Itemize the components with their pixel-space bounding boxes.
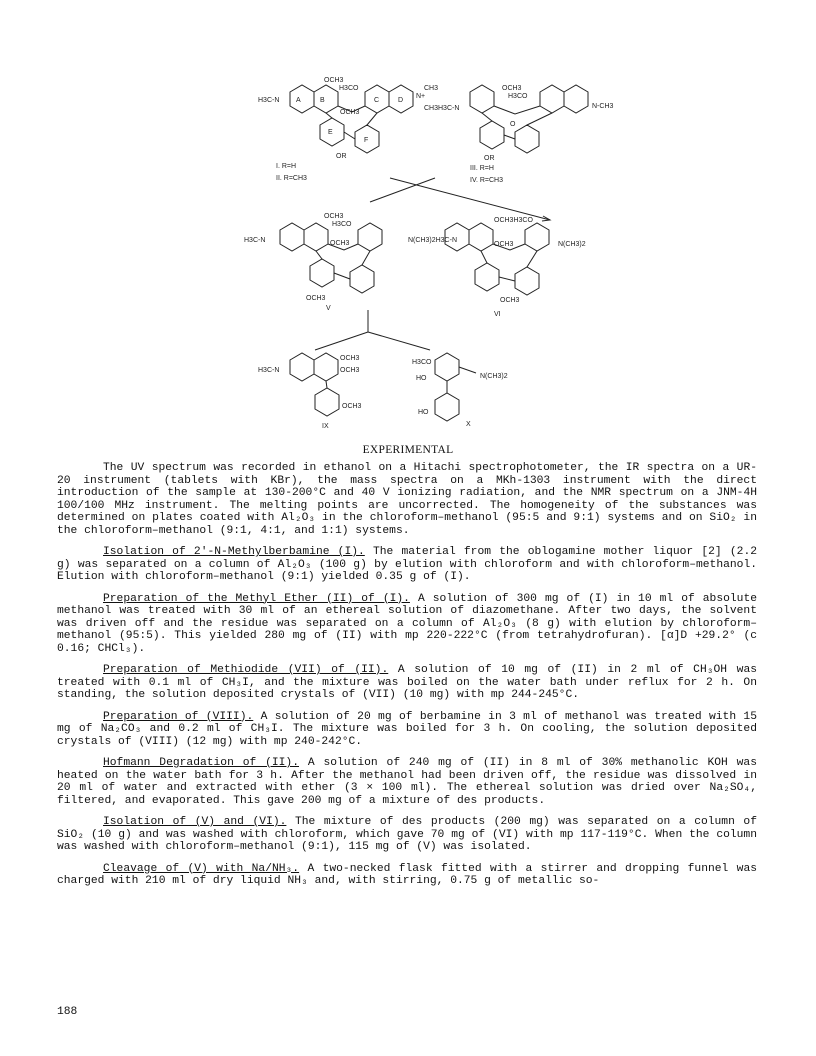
paragraph-title: Preparation of (VIII).	[103, 710, 254, 723]
label-och3-8: OCH3	[500, 297, 520, 304]
label-h3cn-2: H3C-N	[438, 105, 460, 112]
compound-v: V	[326, 305, 331, 312]
label-ch3-2: CH3	[424, 105, 439, 112]
compound-ii: II. R=CH3	[276, 175, 307, 182]
paragraph	[57, 816, 757, 854]
compound-iv: IV. R=CH3	[470, 177, 504, 184]
label-och3-6: OCH3	[306, 295, 326, 302]
label-ch3-1: CH3	[424, 85, 439, 92]
paragraph-text: A solution of 20 mg of berbamine in 3 ml of methanol was treated with 15 mg of Na₂CO₃ and 0.2 ml of CH₃I. The mixture was boiled for 3 h. On cooling, the solution deposited crystals of (VIII) (12 mg) with mp 240-242°C.	[57, 710, 757, 748]
label-och3-3: OCH3	[502, 85, 522, 92]
label-h3cn-1: H3C-N	[258, 97, 280, 104]
paragraph-title: Isolation of (V) and (VI).	[103, 816, 287, 828]
label-h3co-4: H3CO	[412, 359, 432, 366]
compound-iii: III. R=H	[470, 165, 494, 172]
label-och3-2: OCH3	[340, 109, 360, 116]
label-h3cn-4: H3C-N	[258, 367, 280, 374]
compound-x: X	[466, 421, 471, 428]
label-ring-f: F	[364, 137, 369, 144]
label-ring-b: B	[320, 97, 325, 104]
reaction-scheme-svg	[240, 70, 770, 440]
label-nme2-1: N(CH3)2	[558, 241, 586, 248]
label-nme2-2: N(CH3)2	[480, 373, 508, 380]
label-h3co-2: H3CO	[508, 93, 528, 100]
label-och3-5: OCH3	[330, 240, 350, 247]
compound-i: I. R=H	[276, 163, 297, 170]
label-ring-e: E	[328, 129, 333, 136]
paragraph	[57, 546, 757, 584]
label-och3-4: OCH3	[324, 213, 344, 220]
paragraph-title: Isolation of 2'-N-Methylberbamine (I).	[103, 546, 365, 558]
label-och3-11: OCH3	[342, 403, 362, 410]
label-och3-7: OCH3	[494, 241, 514, 248]
label-or-1: OR	[336, 153, 347, 160]
label-o-1: O	[510, 121, 516, 128]
label-h3co-3: H3CO	[332, 221, 352, 228]
paragraph-text: A solution of 240 mg of (II) in 8 ml of 30% methanolic KOH was heated on the water bath for 3 h. After the methanol had been driven off, the residue was dissolved in 20 ml of water and extracted with ether (3 × 100 ml). The ethereal solution was dried over Na₂SO₄, filtered, and evaporated. This gave 200 mg of a mixture of des products.	[57, 757, 757, 807]
label-or-2: OR	[484, 155, 495, 162]
paragraph-text: The material from the oblogamine mother liquor [2] (2.2 g) was separated on a column of Al₂O₃ (100 g) by elution with chloroform and with chloroform–methanol. Elution with chloroform–methanol (9:1) yielded 0.35 g of (I).	[57, 546, 757, 583]
label-ho-1: HO	[416, 375, 427, 382]
paragraph	[57, 863, 757, 888]
paragraph	[57, 462, 757, 537]
label-ring-c: C	[374, 97, 380, 104]
paragraph-title: Cleavage of (V) with Na/NH₃.	[103, 862, 300, 875]
label-nme2h3cn: N(CH3)2H3C-N	[408, 237, 458, 244]
paragraph	[57, 593, 757, 656]
label-ochh3co: OCH3H3CO	[494, 217, 533, 224]
label-och3-9: OCH3	[340, 355, 360, 362]
paragraph-text: A solution of 10 mg of (II) in 2 ml of CH₃OH was treated with 0.1 ml of CH₃I, and the mixture was boiled on the water bath under reflux for 2 h. On standing, the solution deposited crystals of (VII) (10 mg) with mp 244-245°C.	[57, 664, 758, 701]
label-ring-a: A	[296, 97, 301, 104]
label-h3co-1: H3CO	[339, 85, 359, 92]
compound-ix: IX	[322, 423, 329, 430]
paragraph	[57, 757, 757, 807]
section-heading: EXPERIMENTAL	[362, 444, 454, 456]
label-nplus: N+	[416, 93, 426, 100]
label-h3cn-3: H3C-N	[244, 237, 266, 244]
paragraph	[57, 664, 757, 702]
paragraph-title: Hofmann Degradation of (II).	[103, 757, 299, 769]
label-nch3: N-CH3	[592, 103, 614, 110]
label-och3-1: OCH3	[324, 77, 344, 84]
paragraph-title: Preparation of the Methyl Ether (II) of (I).	[103, 592, 410, 605]
label-och3-10: OCH3	[340, 367, 360, 374]
paragraph	[57, 711, 757, 749]
paragraph-title: Preparation of Methiodide (VII) of (II).	[103, 664, 389, 676]
paragraph-text: The mixture of des products (200 mg) was separated on a column of SiO₂ (10 g) and was washed with chloroform, which gave 70 mg of (VI) with mp 117-119°C. When the column was washed with chloroform–methanol (9:1), 115 mg of (V) was isolated.	[57, 816, 757, 853]
paragraph-text: The UV spectrum was recorded in ethanol on a Hitachi spectrophotometer, the IR spectra on a UR-20 instrument (tablets with KBr), the mass spectra on a MKh-1303 instrument with the direct introduction of the sample at 130-200°C and 40 V ionizing radiation, and the NMR spectrum on a JNM-4H 100/100 MHz instrument. The melting points are uncorrected. The homogeneity of the substances was determined on plates coated with Al₂O₃ in the chloroform–methanol (95:5 and 9:1) systems and on SiO₂ in the chloroform–methanol (9:1, 4:1, and 1:1) systems.	[57, 462, 757, 537]
label-ring-d: D	[398, 97, 404, 104]
paragraph-text: A two-necked flask fitted with a stirrer and dropping funnel was charged with 210 ml of dry liquid NH₃ and, with stirring, 0.75 g of metallic so-	[57, 862, 758, 887]
label-ho-2: HO	[418, 409, 429, 416]
paragraph-text: A solution of 300 mg of (I) in 10 ml of absolute methanol was treated with 30 ml of an ethereal solution of diazomethane. After two days, the solvent was driven off and the residue was separated on a column of Al₂O₃ (8 g) with elution by chloroform–methanol (95:5). This yielded 280 mg of (II) with mp 220-222°C (from tetrahydrofuran). [α]D +29.2° (c 0.16; CHCl₃).	[57, 592, 758, 655]
compound-vi: VI	[494, 311, 501, 318]
page-number: 188	[57, 1006, 78, 1018]
experimental-body	[57, 462, 757, 897]
reaction-scheme	[240, 70, 770, 440]
